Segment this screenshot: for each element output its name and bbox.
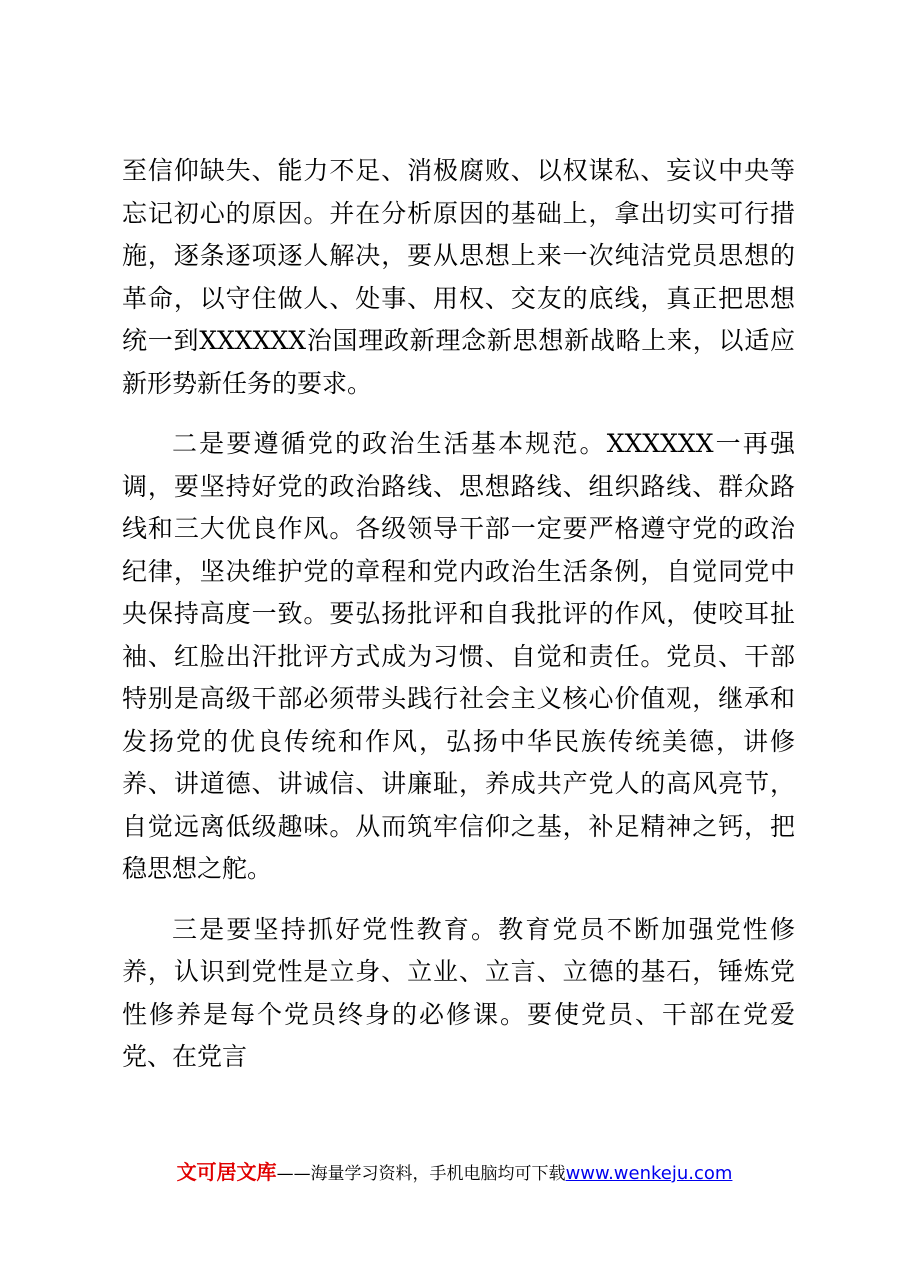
paragraph-3: 三是要坚持抓好党性教育。教育党员不断加强党性修养，认识到党性是立身、立业、立言、立德的基石，锤炼党性修养是每个党员终身的必修课。要使党员、干部在党爱党、在党言: [122, 914, 795, 1071]
document-body: [122, 150, 795, 1097]
footer-brand: 文可居文库: [176, 1160, 277, 1184]
footer-website-link[interactable]: www.wenkeju.com: [565, 1163, 733, 1184]
footer-banner: [0, 1160, 909, 1186]
paragraph-1: 至信仰缺失、能力不足、消极腐败、以权谋私、妄议中央等忘记初心的原因。并在分析原因的基础上，拿出切实可行措施，逐条逐项逐人解决，要从思想上来一次纯洁党员思想的革命，以守住做人、处事、用权、交友的底线，真正把思想统一到XXXXXX治国理政新理念新思想新战略上来，以适应新形势新任务的要求。: [122, 156, 795, 398]
paragraph-2: 二是要遵循党的政治生活基本规范。XXXXXX一再强调，要坚持好党的政治路线、思想路线、组织路线、群众路线和三大优良作风。各级领导干部一定要严格遵守党的政治纪律，坚决维护党的章程和党内政治生活条例，自觉同党中央保持高度一致。要弘扬批评和自我批评的作风，使咬耳扯袖、红脸出汗批评方式成为习惯、自觉和责任。党员、干部特别是高级干部必须带头践行社会主义核心价值观，继承和发扬党的优良传统和作风，弘扬中华民族传统美德，讲修养、讲道德、讲诚信、讲廉耻，养成共产党人的高风亮节，自觉远离低级趣味。从而筑牢信仰之基，补足精神之钙，把稳思想之舵。: [122, 429, 795, 883]
footer-tagline: ——海量学习资料，手机电脑均可下载: [276, 1164, 566, 1184]
